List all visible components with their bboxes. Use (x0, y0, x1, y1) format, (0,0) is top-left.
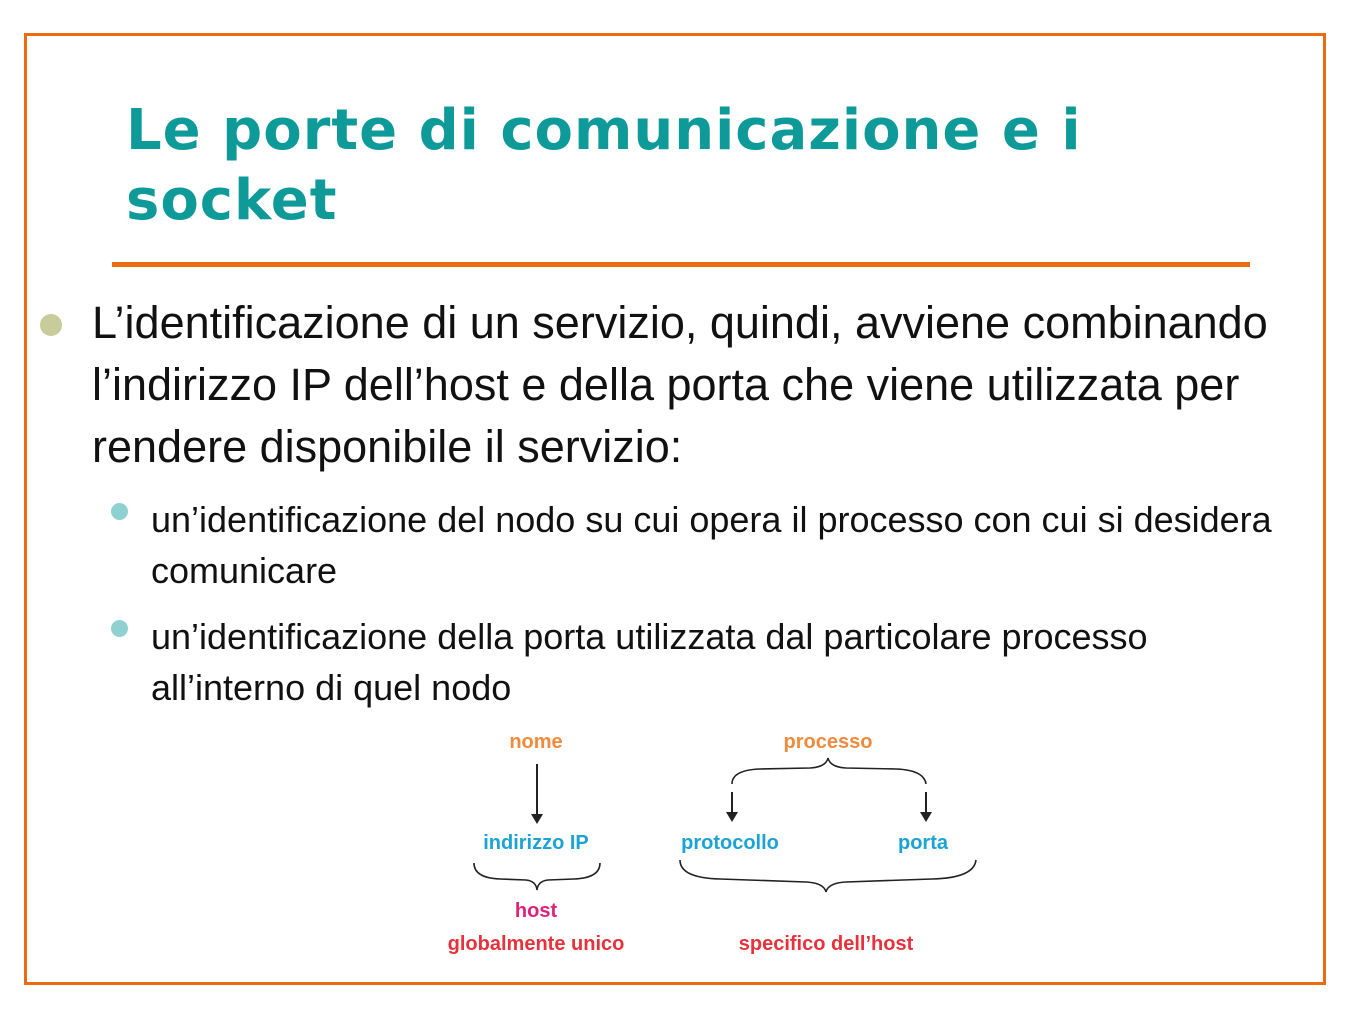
sub-bullet-text-1: un’identificazione del nodo su cui opera il processo con cui si desidera comunicare (151, 499, 1272, 591)
socket-diagram (440, 722, 1000, 972)
sub-bullet-dot-icon (111, 620, 128, 637)
label-nome: nome (509, 731, 563, 753)
sub-bullet-text-2: un’identificazione della porta utilizzata dal particolare processo all’interno di quel nodo (151, 616, 1148, 708)
label-indirizzo-ip: indirizzo IP (483, 832, 589, 854)
arrowhead-icon (920, 812, 932, 822)
main-bullet-text: L’identificazione di un servizio, quindi, avviene combinando l’indirizzo IP dell’host e della porta che viene utilizzata per rendere disponibile il servizio: (92, 297, 1268, 472)
arrowhead-icon (726, 812, 738, 822)
brace-host (474, 863, 600, 890)
label-porta: porta (898, 832, 948, 854)
sub-bullet-dot-icon (111, 503, 128, 520)
bullet-dot-icon (40, 314, 62, 336)
label-host: host (514, 900, 558, 922)
slide-title: Le porte di comunicazione e i socket (126, 98, 1082, 233)
label-globalmente-unico: globalmente unico (447, 933, 625, 955)
title-divider (112, 262, 1250, 267)
brace-specifico (680, 860, 976, 892)
brace-processo (732, 758, 926, 784)
label-processo: processo (783, 731, 873, 753)
label-protocollo: protocollo (681, 832, 779, 854)
arrowhead-icon (531, 814, 543, 824)
label-specifico-host: specifico dell’host (738, 933, 914, 955)
